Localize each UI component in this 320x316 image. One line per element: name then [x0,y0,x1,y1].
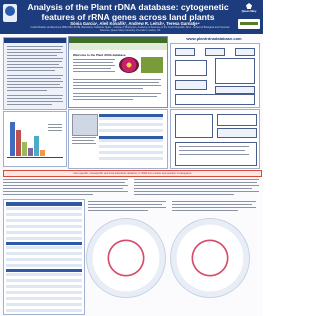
university-logo-icon [3,4,17,22]
poster-header [0,0,263,34]
alert-strip: Inter-specific, intraspecific and intra-individual variations in rDNA loci number and position in ideograms [3,170,262,177]
karyotype-table-panel [68,109,168,169]
bar-chart-panel [3,111,67,167]
flower-image [119,57,139,73]
website-url[interactable]: www.plantrdnadatabase.com [186,36,242,41]
site-banner [69,43,167,50]
section-header [4,38,66,43]
site-welcome: Welcome to the Plant rDNA database [73,53,126,57]
poster-affiliations: Institut Botànic de Barcelona (IBB-CSIC-ICUB), Barcelona, Catalonia, Spain · Institute of Biophysics, Academy of Sciences of the Czech Republic, Brno · School of Biological and Chemical Sciences, Queen Mary University of London, London, UK [30,26,230,32]
logo-text: Queen Mary [241,10,257,13]
results-text [3,178,260,197]
site-map-panel [170,109,260,169]
statistics-table [3,199,85,315]
queen-mary-logo-icon [239,3,259,17]
plant-image [141,57,163,73]
database-flow-diagram [170,43,260,108]
introduction-section [3,37,67,110]
phylogeny-circle-left [86,218,166,298]
phylogeny-circle-right [170,218,250,298]
poster-title: Analysis of the Plant rDNA database: cytogenetic features of rRNA genes across land plants [27,2,229,22]
institute-logo-icon [238,19,260,29]
website-screenshot [68,36,168,108]
poster-authors: Sònia Garcia¹, Aleš Kovařík², Andrew R. Leitch³, Teresa Garnatje⁴ [70,21,200,26]
